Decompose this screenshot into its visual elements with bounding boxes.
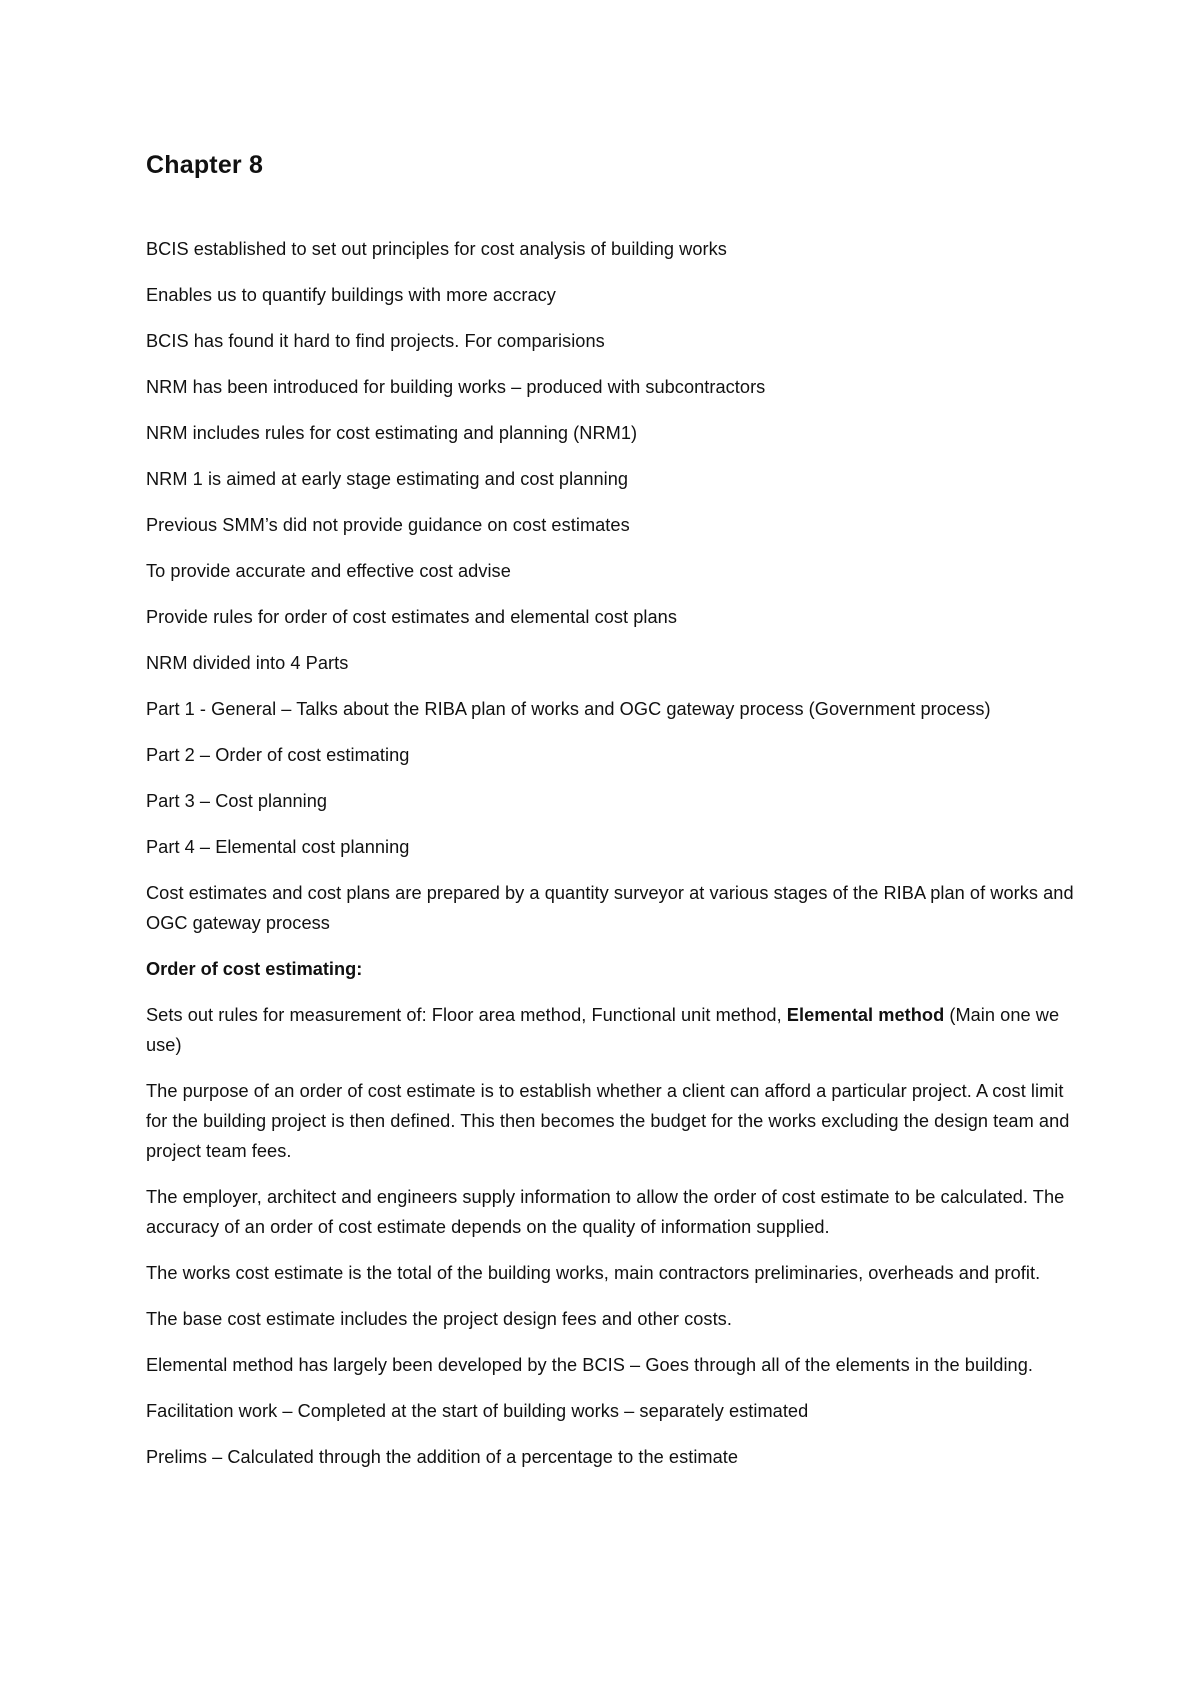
- paragraph: Part 3 – Cost planning: [146, 791, 328, 811]
- paragraph: Provide rules for order of cost estimates and elemental cost plans: [146, 607, 677, 627]
- paragraph: Previous SMM’s did not provide guidance on cost estimates: [146, 515, 630, 535]
- rules-text-bold: Elemental method: [786, 1005, 945, 1025]
- rules-paragraph: [146, 1000, 1076, 1060]
- paragraph: NRM divided into 4 Parts: [146, 653, 349, 673]
- page-title: Chapter 8: [146, 151, 264, 179]
- rules-text-end: (Main one we use): [146, 1005, 1060, 1055]
- paragraph: Part 2 – Order of cost estimating: [146, 745, 410, 765]
- paragraph: The base cost estimate includes the project design fees and other costs.: [146, 1309, 732, 1329]
- rules-text-start: Sets out rules for measurement of: Floor area method, Functional unit method,: [146, 1005, 787, 1025]
- paragraph: Prelims – Calculated through the addition of a percentage to the estimate: [146, 1447, 739, 1467]
- paragraph: The purpose of an order of cost estimate is to establish whether a client can afford a particular project. A cost limit for the building project is then defined. This then becomes the budget for the works excluding the design team and project team fees.: [146, 1081, 1070, 1161]
- paragraph: Part 4 – Elemental cost planning: [146, 837, 410, 857]
- paragraph: Enables us to quantify buildings with more accracy: [146, 285, 556, 305]
- paragraph: BCIS established to set out principles for cost analysis of building works: [146, 239, 727, 259]
- paragraph: NRM 1 is aimed at early stage estimating and cost planning: [146, 469, 629, 489]
- paragraph: NRM includes rules for cost estimating and planning (NRM1): [146, 423, 638, 443]
- paragraph: NRM has been introduced for building works – produced with subcontractors: [146, 377, 766, 397]
- paragraph: To provide accurate and effective cost advise: [146, 561, 511, 581]
- paragraph: Elemental method has largely been developed by the BCIS – Goes through all of the elements in the building.: [146, 1355, 1033, 1375]
- paragraph: Cost estimates and cost plans are prepared by a quantity surveyor at various stages of the RIBA plan of works and OGC gateway process: [146, 883, 1074, 933]
- paragraph: The works cost estimate is the total of the building works, main contractors preliminaries, overheads and profit.: [146, 1263, 1041, 1283]
- paragraph: Part 1 - General – Talks about the RIBA plan of works and OGC gateway process (Government process): [146, 699, 991, 719]
- section-heading: Order of cost estimating:: [146, 959, 363, 979]
- paragraph: The employer, architect and engineers supply information to allow the order of cost estimate to be calculated. The accuracy of an order of cost estimate depends on the quality of information supplied.: [146, 1187, 1065, 1237]
- paragraph: Facilitation work – Completed at the start of building works – separately estimated: [146, 1401, 809, 1421]
- paragraph: BCIS has found it hard to find projects. For comparisions: [146, 331, 605, 351]
- document-body: [146, 148, 1076, 1488]
